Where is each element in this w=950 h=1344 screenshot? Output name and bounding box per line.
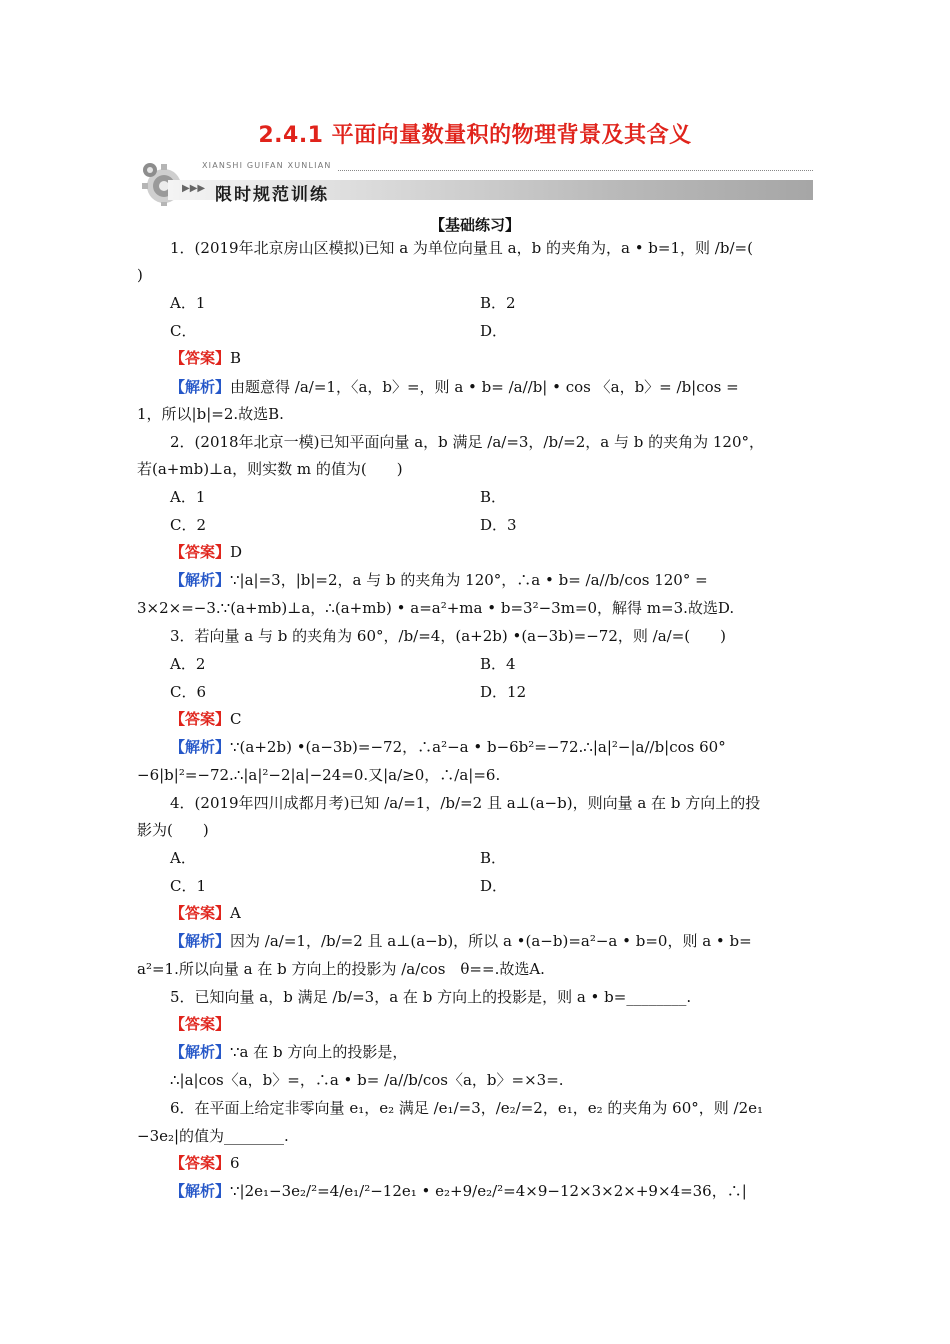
- analysis-label: 【解析】: [170, 571, 231, 589]
- q1-analysis-cont: 1，所以|b|=2.故选B.: [137, 405, 284, 423]
- q3-analysis-cont: −6|b|²=−72.∴|a|²−2|a|−24=0.又|a/≥0，∴/a|=6.: [137, 766, 501, 784]
- q3-option-d: D．12: [480, 683, 527, 701]
- q6-answer: [170, 1153, 813, 1173]
- question-6-text-cont: −3e₂|的值为________.: [137, 1127, 289, 1145]
- q5-answer: [170, 1014, 813, 1034]
- answer-value: A: [230, 904, 241, 922]
- q4-option-c: C．1: [170, 877, 207, 895]
- q2-option-b: B．: [480, 488, 507, 506]
- q6-analysis: [170, 1181, 813, 1201]
- q2-analysis: [170, 570, 813, 590]
- question-2-text-cont: 若(a+mb)⊥a，则实数 m 的值为( ): [137, 460, 403, 478]
- answer-value: 6: [230, 1154, 240, 1172]
- banner-subtitle: XIANSHI GUIFAN XUNLIAN: [202, 161, 332, 170]
- q1-analysis: [170, 377, 813, 397]
- answer-label: 【答案】: [170, 904, 231, 922]
- answer-value: B: [230, 349, 242, 367]
- banner-title: 限时规范训练: [215, 185, 329, 205]
- analysis-text: 因为 /a/=1，/b/=2 且 a⊥(a−b)，所以 a •(a−b)=a²−a • b=0，则 a • b=: [230, 932, 752, 950]
- q3-analysis: [170, 737, 813, 757]
- answer-label: 【答案】: [170, 1015, 231, 1033]
- question-1-text-cont: ): [137, 266, 143, 284]
- answer-value: C: [230, 710, 242, 728]
- analysis-text: ∵|a|=3，|b|=2，a 与 b 的夹角为 120°，∴a • b= /a//b/cos 120° =: [230, 571, 708, 589]
- analysis-text: 由题意得 /a/=1，〈a，b〉=，则 a • b= /a//b| • cos 〈a，b〉= /b|cos =: [230, 378, 739, 396]
- q3-option-c: C．6: [170, 683, 207, 701]
- q5-analysis: [170, 1042, 813, 1062]
- question-5-text: 5．已知向量 a，b 满足 /b/=3，a 在 b 方向上的投影是，则 a • b=________.: [170, 988, 692, 1006]
- answer-label: 【答案】: [170, 710, 231, 728]
- q1-answer: [170, 348, 813, 368]
- q4-option-b: B．: [480, 849, 507, 867]
- analysis-label: 【解析】: [170, 738, 231, 756]
- question-2-text: 2．(2018年北京一模)已知平面向量 a，b 满足 /a/=3，/b/=2，a 与 b 的夹角为 120°，: [170, 433, 765, 451]
- analysis-text: ∵a 在 b 方向上的投影是，: [230, 1043, 408, 1061]
- page-title: 2.4.1 平面向量数量积的物理背景及其含义: [258, 123, 692, 148]
- q2-option-d: D．3: [480, 516, 517, 534]
- banner-arrows: ▶▶▶: [182, 183, 206, 194]
- q1-option-b: B．2: [480, 294, 516, 312]
- q4-option-a: A．: [170, 849, 196, 867]
- analysis-label: 【解析】: [170, 1043, 231, 1061]
- analysis-label: 【解析】: [170, 1182, 231, 1200]
- section-heading: 【基础练习】: [429, 216, 520, 234]
- question-4-text: 4．(2019年四川成都月考)已知 /a/=1，/b/=2 且 a⊥(a−b)，则向量 a 在 b 方向上的投: [170, 794, 761, 812]
- q3-option-a: A．2: [170, 655, 206, 673]
- q4-answer: [170, 903, 813, 923]
- analysis-label: 【解析】: [170, 378, 231, 396]
- banner-dotted-rule: [338, 170, 813, 171]
- q1-option-c: C．: [170, 322, 197, 340]
- answer-label: 【答案】: [170, 1154, 231, 1172]
- q5-analysis-cont: ∴|a|cos〈a，b〉=，∴a • b= /a//b/cos〈a，b〉=×3=.: [170, 1071, 564, 1089]
- question-6-text: 6．在平面上给定非零向量 e₁，e₂ 满足 /e₁/=3，/e₂/=2，e₁，e₂ 的夹角为 60°，则 /2e₁: [170, 1099, 764, 1117]
- question-4-text-cont: 影为( ): [137, 821, 209, 839]
- q2-option-c: C．2: [170, 516, 207, 534]
- question-3-text: 3．若向量 a 与 b 的夹角为 60°，/b/=4，(a+2b) •(a−3b)=−72，则 /a/=( ): [170, 627, 726, 645]
- analysis-text: ∵|2e₁−3e₂/²=4/e₁/²−12e₁ • e₂+9/e₂/²=4×9−12×3×2×+9×4=36，∴|: [230, 1182, 747, 1200]
- question-1-text: 1．(2019年北京房山区模拟)已知 a 为单位向量且 a，b 的夹角为，a • b=1，则 /b/=(: [170, 239, 753, 257]
- q4-analysis-cont: a²=1.所以向量 a 在 b 方向上的投影为 /a/cos θ==.故选A.: [137, 960, 545, 978]
- answer-value: D: [230, 543, 243, 561]
- answer-label: 【答案】: [170, 349, 231, 367]
- q1-option-d: D．: [480, 322, 508, 340]
- q2-analysis-cont: 3×2×=−3.∵(a+mb)⊥a，∴(a+mb) • a=a²+ma • b=3²−3m=0，解得 m=3.故选D.: [137, 599, 735, 617]
- q3-answer: [170, 709, 813, 729]
- analysis-text: ∵(a+2b) •(a−3b)=−72，∴a²−a • b−6b²=−72.∴|a|²−|a//b|cos 60°: [230, 738, 726, 756]
- q2-option-a: A．1: [170, 488, 206, 506]
- q2-answer: [170, 542, 813, 562]
- q3-option-b: B．4: [480, 655, 516, 673]
- section-banner: [138, 156, 813, 206]
- analysis-label: 【解析】: [170, 932, 231, 950]
- q1-option-a: A．1: [170, 294, 206, 312]
- q4-option-d: D．: [480, 877, 508, 895]
- answer-label: 【答案】: [170, 543, 231, 561]
- q4-analysis: [170, 931, 813, 951]
